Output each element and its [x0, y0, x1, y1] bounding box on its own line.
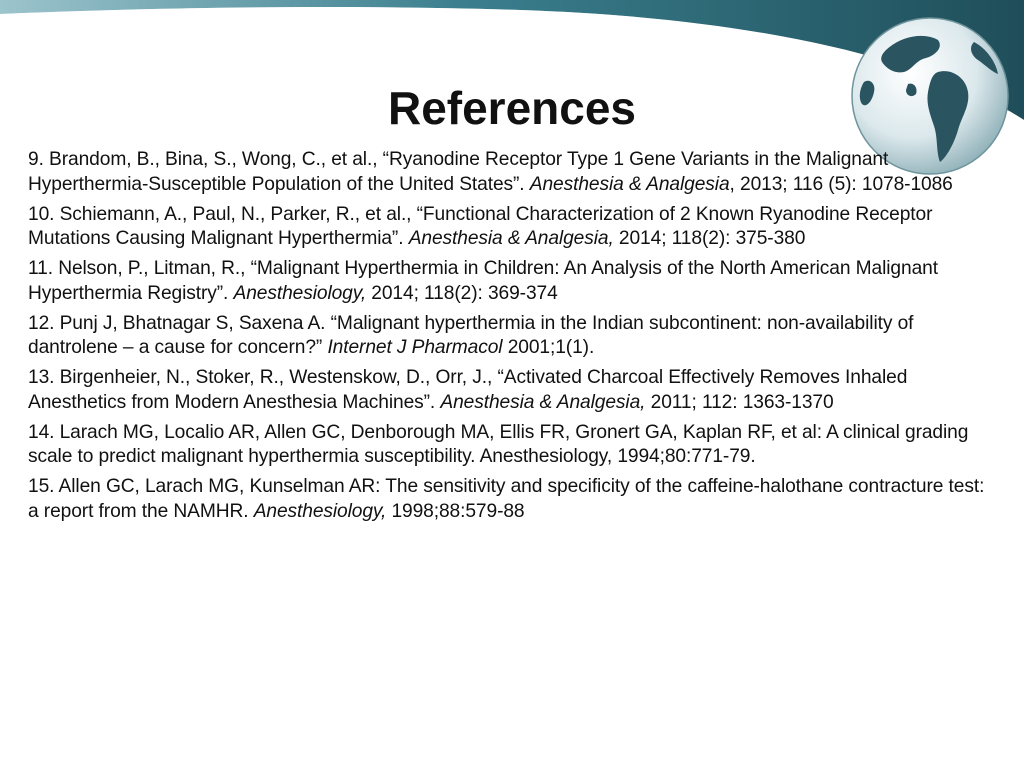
reference-item-13 — [28, 366, 998, 415]
reference-citation: 1998;88:579-88 — [386, 500, 525, 522]
reference-journal: Anesthesia & Analgesia, — [440, 391, 646, 413]
reference-item-9 — [28, 148, 998, 197]
reference-journal: Anesthesiology, — [233, 282, 367, 304]
reference-text: Punj J, Bhatnagar S, Saxena A. “Malignant hyperthermia in the Indian subcontinent: non-availability of dantrolene – a cause for concern?” — [28, 312, 914, 358]
reference-number: 14. — [28, 421, 55, 443]
reference-number: 9. — [28, 149, 44, 170]
reference-item-11 — [28, 257, 998, 306]
reference-list — [28, 148, 998, 530]
reference-item-14 — [28, 421, 998, 470]
reference-citation: 2014; 118(2): 375-380 — [613, 228, 806, 249]
reference-journal: Anesthesiology, — [253, 500, 387, 522]
reference-citation: 2001;1(1). — [502, 337, 595, 358]
reference-citation: 2014; 118(2): 369-374 — [366, 282, 558, 304]
reference-item-12 — [28, 312, 998, 361]
reference-journal: Internet J Pharmacol — [327, 337, 503, 358]
reference-text: Birgenheier, N., Stoker, R., Westenskow, D., Orr, J., “Activated Charcoal Effectively Removes Inhaled Anesthetics from Modern Anesthesia Machines”. — [28, 367, 908, 413]
reference-number: 13. — [28, 367, 55, 388]
reference-citation: 2011; 112: 1363-1370 — [645, 391, 834, 413]
page-title: References — [387, 82, 637, 134]
reference-item-10 — [28, 203, 998, 252]
reference-item-15 — [28, 475, 998, 524]
reference-number: 12. — [28, 312, 55, 334]
reference-text: Allen GC, Larach MG, Kunselman AR: The sensitivity and specificity of the caffeine-halothane contracture test: a report from the NAMHR. — [28, 476, 985, 522]
reference-number: 11. — [28, 258, 53, 279]
reference-text: Schiemann, A., Paul, N., Parker, R., et al., “Functional Characterization of 2 Known Ryanodine Receptor Mutations Causing Malignant Hyperthermia”. — [28, 203, 933, 249]
reference-citation: , 2013; 116 (5): 1078-1086 — [729, 173, 953, 195]
reference-number: 15. — [28, 476, 55, 497]
reference-text: Nelson, P., Litman, R., “Malignant Hyperthermia in Children: An Analysis of the North American Malignant Hyperthermia Registry”. — [28, 258, 938, 304]
reference-text: Larach MG, Localio AR, Allen GC, Denborough MA, Ellis FR, Gronert GA, Kaplan RF, et al: A clinical grading scale to predict malignant hyperthermia susceptibility. Anesthesiology, 1994;80:771-79. — [28, 421, 969, 467]
reference-journal: Anesthesia & Analgesia, — [408, 228, 614, 249]
reference-journal: Anesthesia & Analgesia — [529, 173, 730, 195]
reference-number: 10. — [28, 203, 55, 225]
reference-text: Brandom, B., Bina, S., Wong, C., et al., “Ryanodine Receptor Type 1 Gene Variants in the Malignant Hyperthermia-Susceptible Population of the United States”. — [28, 149, 889, 195]
